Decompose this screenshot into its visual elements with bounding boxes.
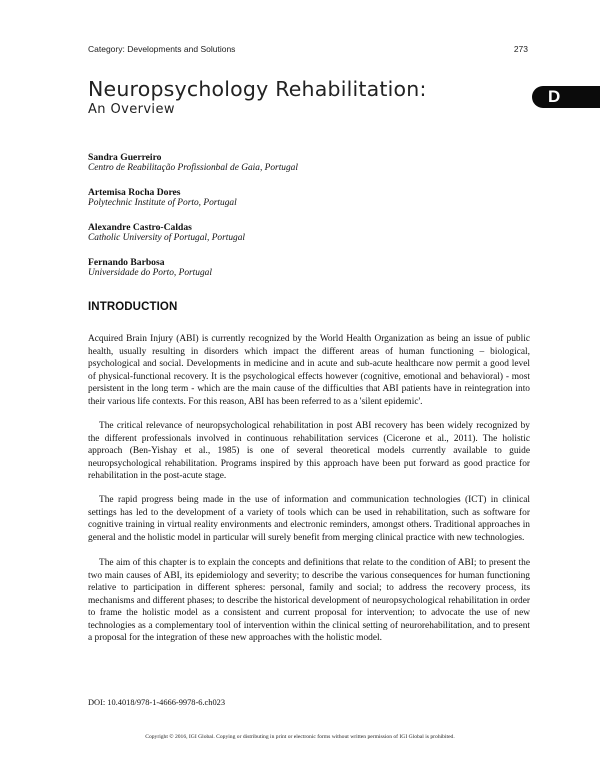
section-tab [532, 86, 600, 108]
running-header-category: Category: Developments and Solutions [88, 44, 236, 54]
chapter-subtitle: An Overview [88, 102, 175, 117]
doi: DOI: 10.4018/978-1-4666-9978-6.ch023 [88, 698, 226, 707]
author-affiliation: Universidade do Porto, Portugal [88, 268, 212, 278]
page-number: 273 [513, 44, 528, 54]
copyright-notice: Copyright © 2016, IGI Global. Copying or distributing in print or electronic forms without written permission of IGI Global is prohibited. [145, 734, 455, 740]
section-heading: INTRODUCTION [88, 301, 178, 313]
author-name: Sandra Guerreiro [88, 152, 162, 163]
author-block [88, 152, 298, 174]
author-block [88, 222, 245, 244]
author-block [88, 187, 237, 209]
body-paragraph: The aim of this chapter is to explain the concepts and definitions that relate to the condition of ABI; to present the two main causes of ABI, its epidemiology and severity; to describe the various consequences for human functioning relative to participation in different spheres: personal, family and social; to address the recovery process, its mechanisms and different phases; to describe the historical development of neuropsychological rehabilitation in order to frame the holistic model as a consistent and current proposal for intervention; to advocate the use of new technologies as a complementary tool of intervention within the clinical setting of neurorehabilitation, and to present a proposal for the integration of these new approaches with the holistic model. [88, 558, 530, 644]
chapter-title: Neuropsychology Rehabilitation: [88, 77, 427, 101]
author-name: Artemisa Rocha Dores [88, 187, 181, 198]
body-paragraph: The rapid progress being made in the use of information and communication technologies (ICT) in clinical settings has led to the development of a variety of tools which can be used in rehabilitation, such as software for cognitive training in virtual reality environments and electronic reminders, amongst others. Traditional approaches in general and the holistic model in particular will surely benefit from merging clinical practice with new technologies. [88, 495, 530, 543]
author-name: Alexandre Castro-Caldas [88, 222, 192, 233]
author-block [88, 257, 212, 279]
author-name: Fernando Barbosa [88, 257, 165, 268]
author-affiliation: Catholic University of Portugal, Portugal [88, 233, 246, 243]
author-affiliation: Centro de Reabilitação Profissionbal de Gaia, Portugal [88, 163, 298, 173]
body-paragraph: Acquired Brain Injury (ABI) is currently recognized by the World Health Organization as being an issue of public health, usually resulting in disorders which impact the different areas of human functioning – biological, psychological and social. Developments in medicine and in acute and sub-acute healthcare now permit a good level of physical-functional recovery. It is the psychological effects however (cognitive, emotional and behavioral) - most persistent in the long term - which are the main cause of the difficulties that ABI patients have in reintegration into their various life contexts. For this reason, ABI has been referred to as a 'silent epidemic'. [88, 334, 530, 407]
author-affiliation: Polytechnic Institute of Porto, Portugal [88, 198, 237, 208]
section-tab-letter: D [548, 87, 561, 106]
body-paragraph: The critical relevance of neuropsychological rehabilitation in post ABI recovery has been widely recognized by the different professionals involved in continuous rehabilitation services (Cicerone et al., 2011). The holistic approach (Ben-Yishay et al., 1985) is one of several theoretical models currently available to guide neuropsychological rehabilitation. Programs inspired by this approach have been put forward as good practice for rehabilitation in the post-acute stage. [88, 421, 530, 482]
